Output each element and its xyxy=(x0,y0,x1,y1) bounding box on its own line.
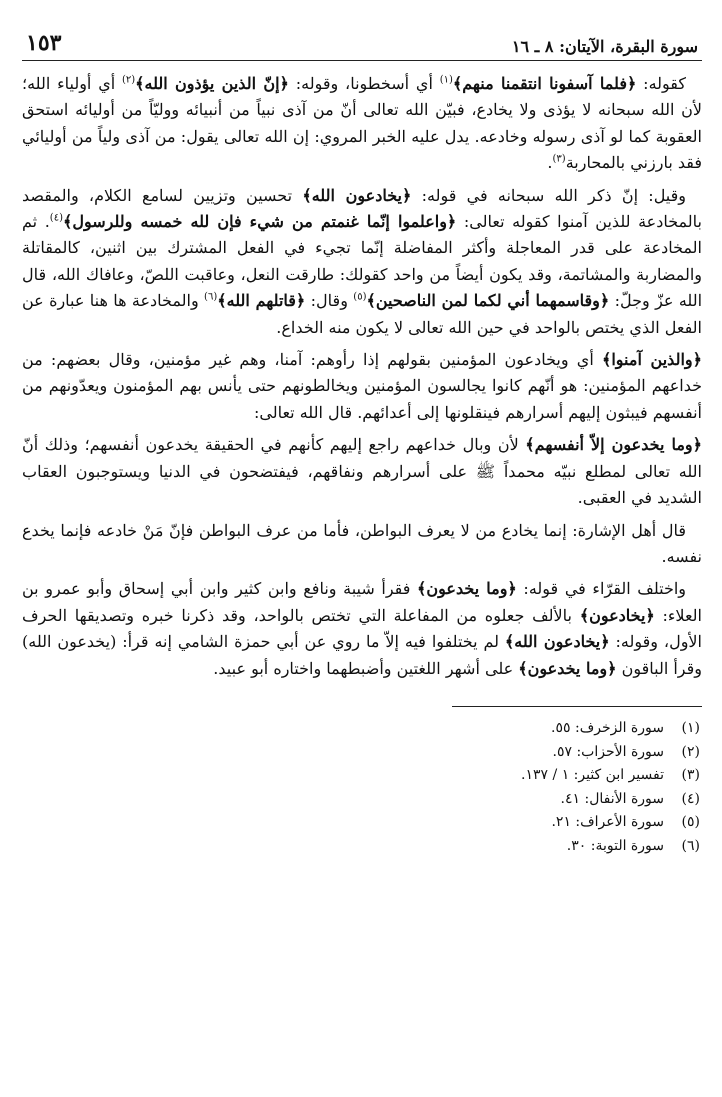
text-run: . ثم المخادعة على قدر المعاجلة وأكثر المفاضلة إنّما تجيء في الفعل المشترك بين اثنين، كالمقاتلة والمضاربة والمشاتمة، وقد يكون أيضاً من واحد كقولك: طارقت النعل، وعاقبت اللصّ، وعافاك الله، قال الله عزّ وجلّ: xyxy=(22,212,703,311)
footnote-text: سورة الزخرف: ٥٥. xyxy=(551,719,664,736)
quran-quote: ﴿وقاسمهما أني لكما لمن الناصحين﴾ xyxy=(366,291,610,311)
page-number: ١٥٣ xyxy=(26,30,62,56)
footnote-ref: (٣) xyxy=(552,153,566,165)
paragraph xyxy=(22,183,702,341)
quran-quote: ﴿قاتلهم الله﴾ xyxy=(217,291,306,311)
footnote-item xyxy=(22,788,702,812)
quran-quote: ﴿يخادعون﴾ xyxy=(579,605,655,625)
footnote-number: (٥) xyxy=(681,814,700,831)
document-page xyxy=(22,26,702,1076)
quran-quote: ﴿واعلموا إنّما غنمتم من شيء فإن لله خمسه وللرسول﴾ xyxy=(62,212,457,232)
page-header xyxy=(22,26,702,61)
footnote-text: سورة التوبة: ٣٠. xyxy=(566,837,664,854)
footnote-item xyxy=(22,717,702,741)
text-run: لأن وبال خداعهم راجع إليهم كأنهم في الحقيقة يخدعون أنفسهم؛ وذلك أنّ الله تعالى لمطلع نبيّه محمداً ﷺ على أسرارهم ونفاقهم، فيفتضحون في الدنيا ويستوجبون العقاب الشديد في العقبى. xyxy=(22,435,702,508)
quran-quote: ﴿يخادعون الله﴾ xyxy=(302,185,412,205)
footnote-divider xyxy=(452,706,702,707)
footnote-ref: (٢) xyxy=(121,74,136,86)
text-run: بالألف جعلوه من المفاعلة التي تختص بالواحد، وقد ذكرنا خبره وتصديقها الحرف الأول، وقوله: xyxy=(22,605,702,652)
footnote-text: سورة الأنفال: ٤١. xyxy=(560,790,664,807)
text-run: تحسين وتزيين لسامع الكلام، والمقصد بالمخادعة للذين آمنوا كقوله تعالى: xyxy=(22,185,702,232)
text-run: قال أهل الإشارة: إنما يخادع من لا يعرف البواطن، فأما من عرف البواطن فإنّ مَنْ خادعه فإنما يخدع نفسه. xyxy=(22,520,702,566)
text-run: أي ويخادعون المؤمنين بقولهم إذا رأوهم: آمنا، وهم غير مؤمنين، وقال بعضهم: من خداعهم المؤمنين: هو أنّهم كانوا يجالسون المؤمنين ويخالطونهم حتى يأنس بهم المؤمنون ويعدّونهم من أنفسهم فيبثون إليهم أسرارهم فينقلونها إلى أعدائهم. قال الله تعالى: xyxy=(22,350,702,422)
text-run: . xyxy=(547,153,553,173)
paragraph xyxy=(22,518,702,571)
quran-quote: ﴿إنّ الذين يؤذون الله﴾ xyxy=(135,74,289,93)
text-run: وقيل: إنّ ذكر الله سبحانه في قوله: xyxy=(411,185,687,205)
text-run: والمخادعة ها هنا عبارة عن الفعل الذي يختص بالواحد في حين الله تعالى لا يكون منه الخداع. xyxy=(22,291,702,337)
footnote-item xyxy=(22,835,702,859)
text-run: على أشهر اللغتين وأضبطهما واختاره أبو عبيد. xyxy=(213,658,519,678)
footnote-ref: (٦) xyxy=(204,291,218,303)
paragraph xyxy=(22,347,702,426)
footnote-item xyxy=(22,811,702,835)
paragraph xyxy=(22,432,702,511)
footnote-number: (٢) xyxy=(681,743,700,760)
footnote-text: سورة الأحزاب: ٥٧. xyxy=(552,743,664,760)
quran-quote: ﴿فلما آسفونا انتقمنا منهم﴾ xyxy=(452,74,637,93)
footnote-item xyxy=(22,741,702,765)
quran-quote: ﴿وما يخدعون﴾ xyxy=(417,579,517,599)
text-run: لم يختلفوا فيه إلاّ ما روي عن أبي حمزة الشامي إنه قرأ: (يخدعون الله) وقرأ الباقون xyxy=(22,632,702,678)
quran-quote: ﴿والذين آمنوا﴾ xyxy=(601,350,703,370)
footnotes xyxy=(22,717,702,859)
text-run: أي أولياء الله؛ لأن الله سبحانه لا يؤذى ولا يخادع، فبيّن الله تعالى أنّ من آذى نبياً من أنبيائه ووليّاً من أوليائه استحق العقوبة كما لو آذى رسوله وخادعه. يدل عليه الخبر المروي: إن الله تعالى يقول: من آذى ولياً من أوليائي فقد بارزني بالمحاربة xyxy=(22,74,703,173)
quran-quote: ﴿وما يخدعون﴾ xyxy=(518,658,617,678)
footnote-item xyxy=(22,764,702,788)
running-title: سورة البقرة، الآيتان: ٨ ـ ١٦ xyxy=(511,37,698,56)
footnote-number: (٣) xyxy=(681,767,700,784)
main-text xyxy=(22,71,702,682)
footnote-ref: (٥) xyxy=(353,291,367,303)
footnote-number: (٦) xyxy=(681,837,700,854)
paragraph xyxy=(22,576,702,682)
text-run: أي أسخطونا، وقوله: xyxy=(288,74,440,93)
footnote-ref: (١) xyxy=(439,74,453,86)
footnote-text: تفسير ابن كثير: ١ / ١٣٧. xyxy=(521,767,664,784)
footnote-number: (١) xyxy=(681,719,700,736)
quran-quote: ﴿يخادعون الله﴾ xyxy=(504,632,610,652)
text-run: وقال: xyxy=(305,291,354,311)
text-run: واختلف القرّاء في قوله: xyxy=(516,579,687,599)
text-run: كقوله: xyxy=(636,74,686,93)
quran-quote: ﴿وما يخدعون إلاّ أنفسهم﴾ xyxy=(525,435,703,455)
paragraph xyxy=(22,71,702,177)
footnote-text: سورة الأعراف: ٢١. xyxy=(551,814,664,831)
footnote-ref: (٤) xyxy=(49,212,63,224)
footnote-number: (٤) xyxy=(681,790,700,807)
text-run: فقرأ شيبة ونافع وابن كثير وابن أبي إسحاق وأبو عمرو بن العلاء: xyxy=(22,579,702,625)
